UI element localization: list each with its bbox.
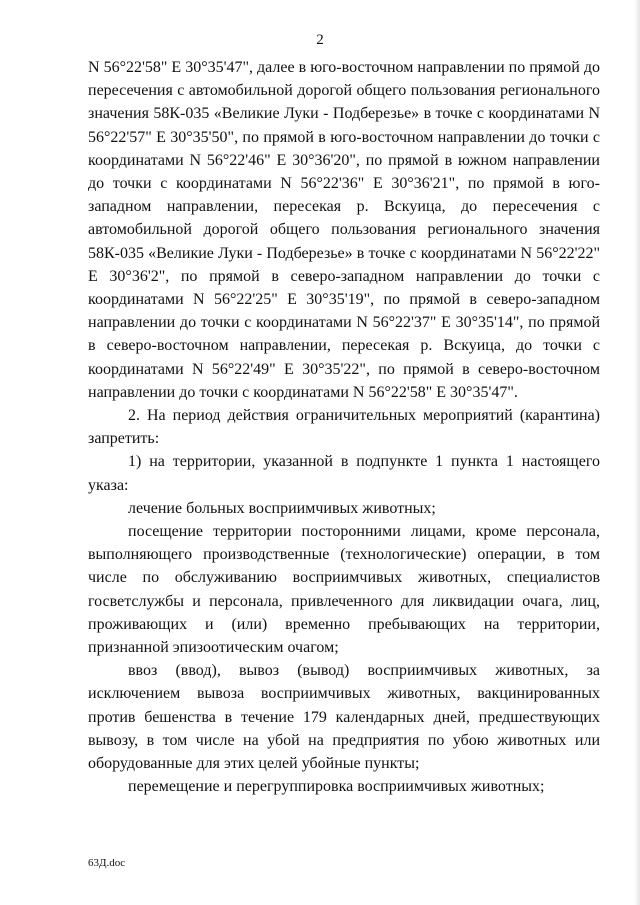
paragraph-import-export-ban: ввоз (ввод), вывоз (вывод) восприимчивых животных, за исключением вывоза восприимчивых животных, вакцинированных против бешенства в течение 179 календарных дней, предшествующих вывозу, в том числе на убой на предприятия по убою животных или оборудованные для этих целей убойные пункты; [88,662,600,773]
footer-filename: 63Д.doc [88,857,126,869]
paragraph-coordinates: N 56°22'58" E 30°35'47", далее в юго-восточном направлении по прямой до пересечения с автомобильной дорогой общего пользования регионального значения 58К-035 «Великие Луки - Подберезье» в точке с координатами N 56°22'57" E 30°35'50", по прямой в юго-восточном направлении до точки с координатами N 56°22'46" E 30°36'20", по прямой в южном направлении до точки с координатами N 56°22'36" E 30°36'21", по прямой в юго-западном направлении, пересекая р. Вскуица, до пересечения с автомобильной дорогой общего пользования регионального значения 58К-035 «Великие Луки - Подберезье» в точке с координатами N 56°22'22" E 30°36'2", по прямой в северо-западном направлении до точки с координатами N 56°22'25" E 30°35'19", по прямой в северо-западном направлении до точки с координатами N 56°22'37" E 30°35'14", по прямой в северо-восточном направлении, пересекая р. Вскуица, до точки с координатами N 56°22'49" E 30°35'22", по прямой в северо-восточном направлении до точки с координатами N 56°22'58" E 30°35'47". [88,59,600,401]
document-body [88,56,600,799]
paragraph-treatment-ban: лечение больных восприимчивых животных; [128,499,436,517]
paragraph-visit-ban: посещение территории посторонними лицами, кроме персонала, выполняющего производственные (технологические) операции, в том числе по обслуживанию восприимчивых животных, специалистов госветслужбы и персонала, привлеченного для ликвидации очага, лиц, проживающих и (или) временно пребывающих на территории, признанной эпизоотическим очагом; [88,523,600,657]
scan-edge-shadow [634,0,640,905]
paragraph-movement-ban: перемещение и перегруппировка восприимчивых животных; [128,778,545,796]
paragraph-subitem-1: 1) на территории, указанной в подпункте 1 пункта 1 настоящего указа: [88,453,600,494]
paragraph-item-2: 2. На период действия ограничительных мероприятий (карантина) запретить: [88,407,600,448]
page-number: 2 [316,32,324,48]
